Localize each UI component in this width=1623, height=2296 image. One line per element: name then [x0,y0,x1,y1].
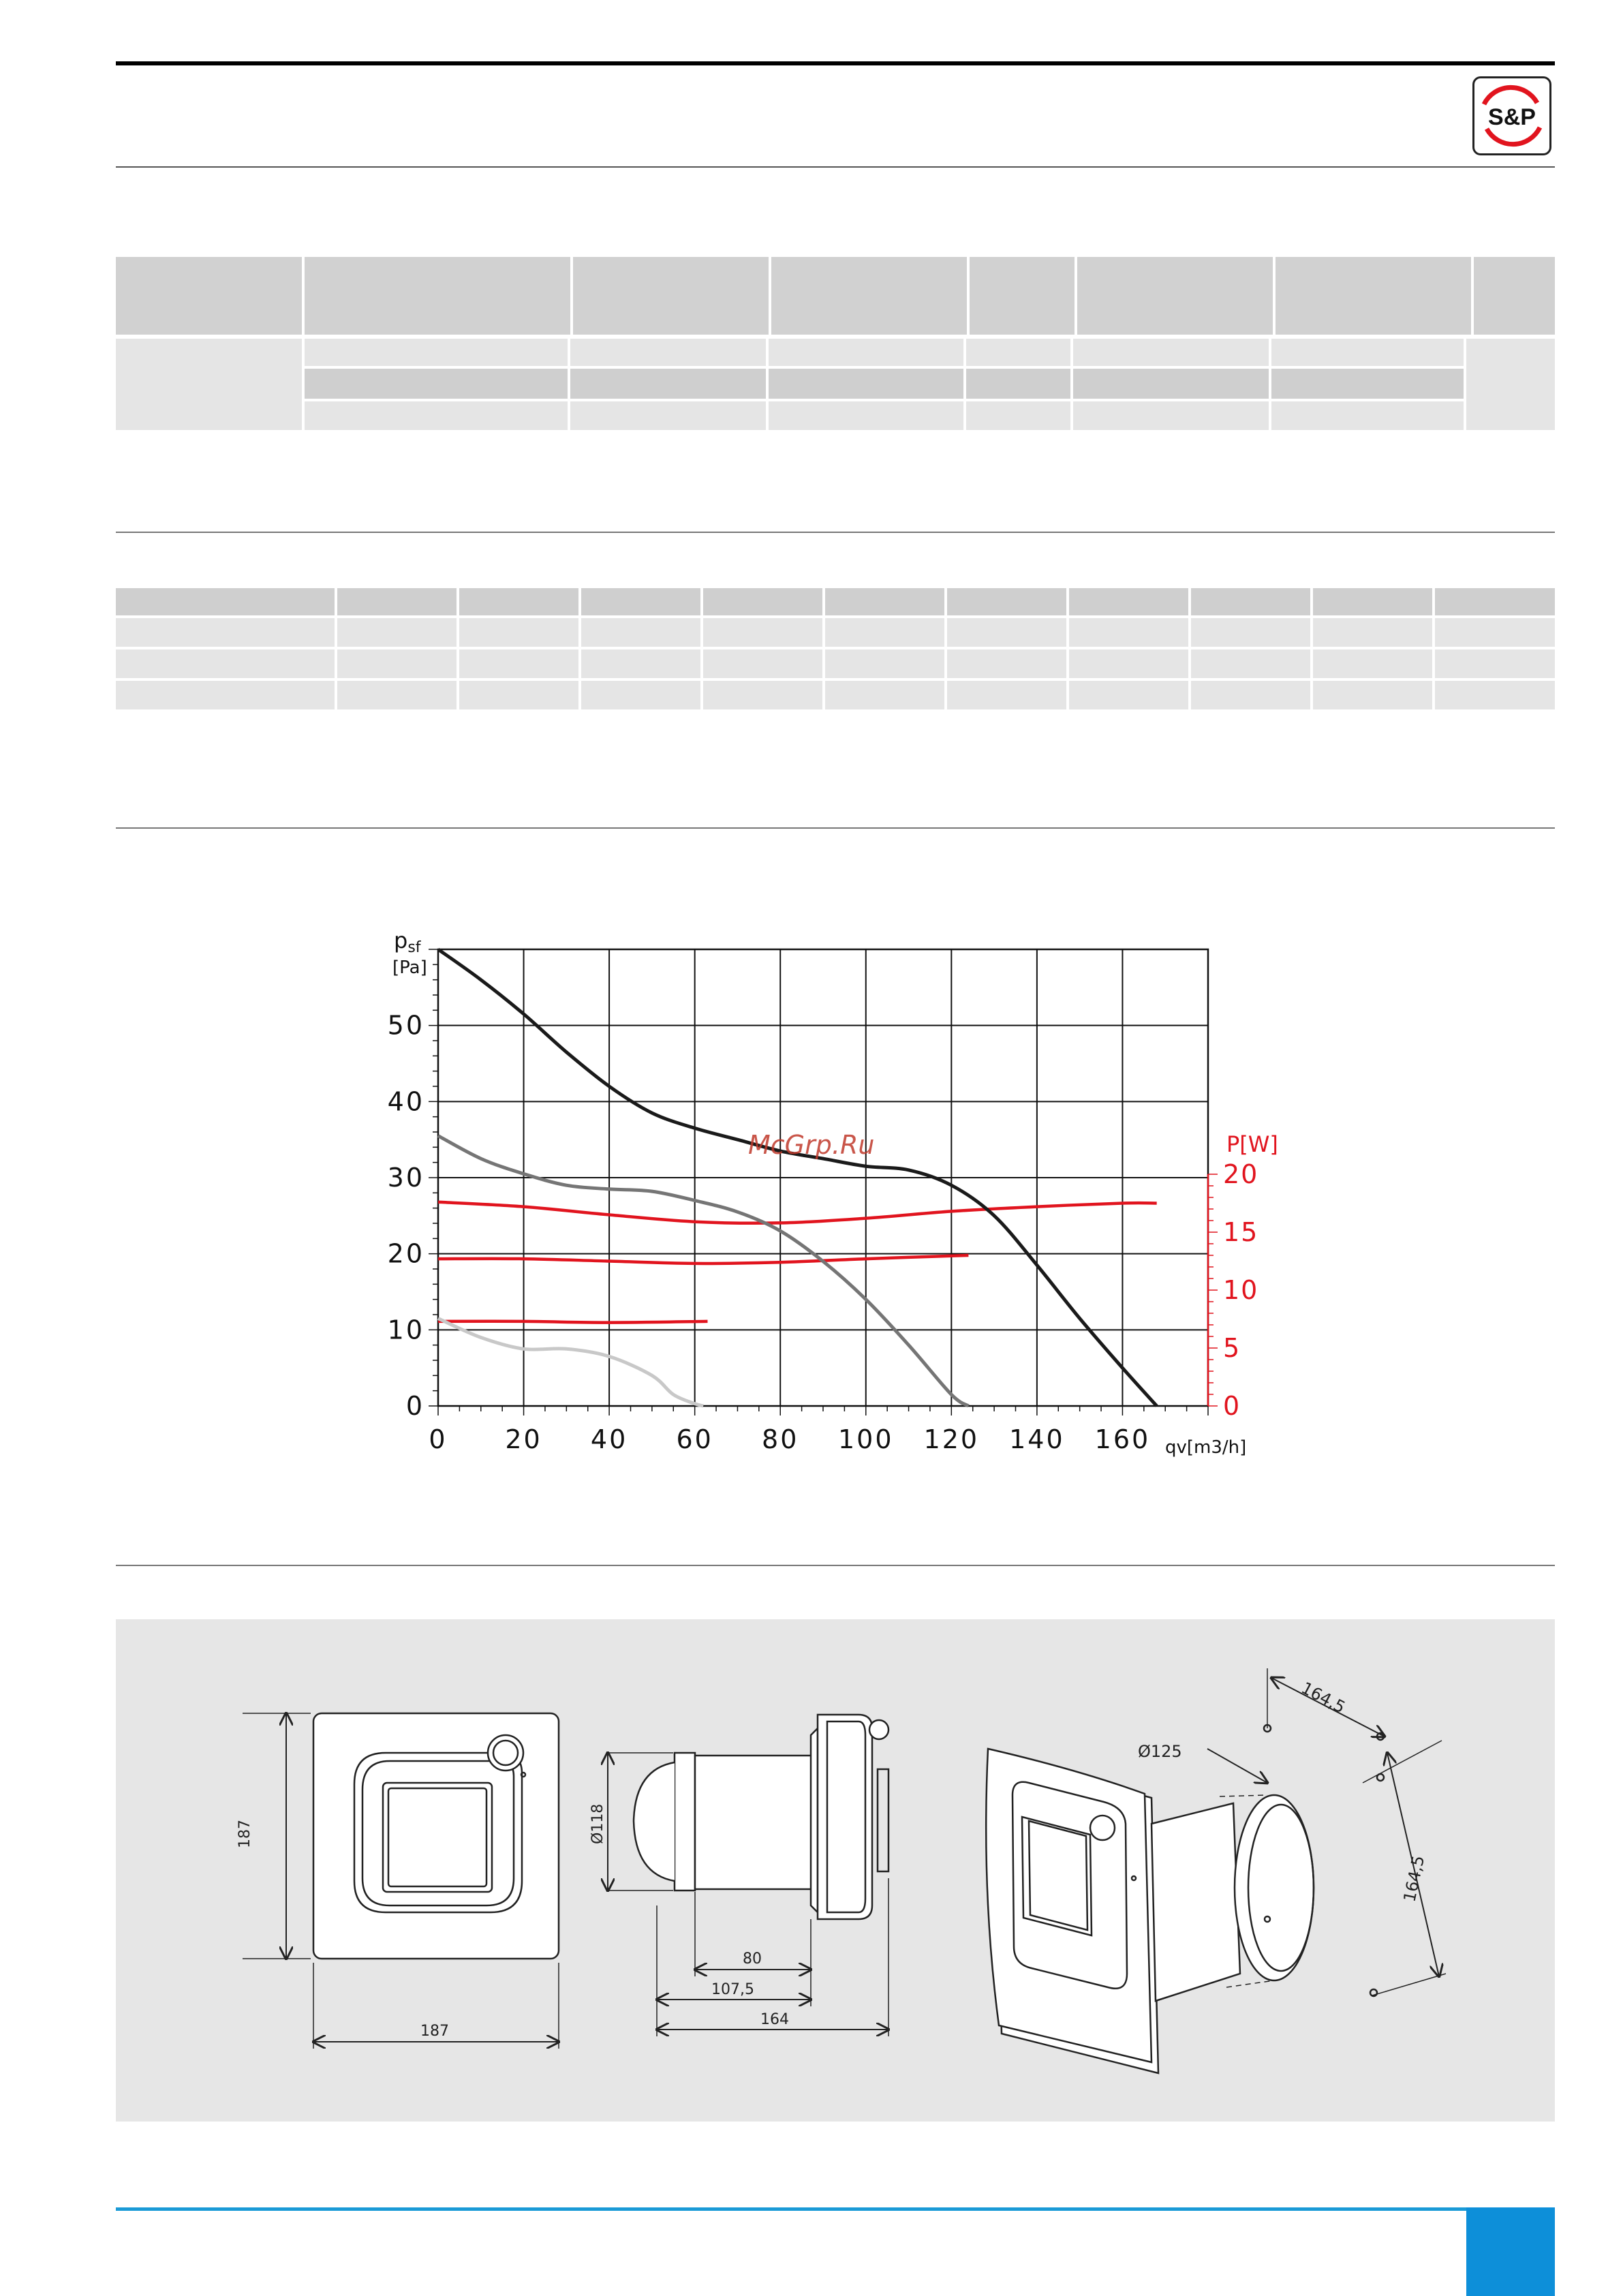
x-tick-label: 0 [429,1424,448,1454]
dimension-drawings-panel [116,1619,1555,2122]
iso-duct-diameter: Ø125 [1138,1742,1182,1761]
spec-header-cell [116,257,305,335]
header-bottom-rule [116,166,1555,168]
front-height-dimension: 187 [236,1820,253,1848]
spec-table-col-divider [568,339,570,430]
spec-table-col-divider [1464,339,1466,430]
chart-grid [438,949,1208,1406]
sound-table-col-divider [335,588,337,709]
brand-logo [1472,76,1551,155]
y2-tick-label: 20 [1223,1159,1259,1189]
sound-table [116,588,1555,709]
section-rule-2 [116,827,1555,829]
watermark: McGrp.Ru [748,1130,875,1160]
sound-table-col-divider [822,588,825,709]
y2-tick-label: 15 [1223,1217,1259,1247]
y-tick-label: 0 [405,1391,424,1421]
spec-table-col-divider [766,339,769,430]
plot-frame [438,949,1208,1406]
section-rule-3 [116,1565,1555,1566]
chart-ticks [388,949,1259,1454]
y-axis-unit-pa: [Pa] [392,958,427,978]
x-tick-label: 160 [1094,1424,1151,1454]
front-width-dimension: 187 [420,2023,449,2040]
power-low-curve [438,1321,708,1323]
spec-header-cell [1077,257,1276,335]
sound-table-col-divider [1188,588,1191,709]
sound-table-header [116,588,1555,615]
spec-header-cell [970,257,1077,335]
x-tick-label: 100 [838,1424,894,1454]
y-tick-label: 10 [387,1315,424,1345]
y2-axis-label: P[W] [1226,1131,1278,1157]
sound-table-col-divider [457,588,459,709]
spec-table-header [116,257,1555,335]
spec-table-col-divider [1070,339,1073,430]
spec-header-cell [1276,257,1474,335]
side-depth-80: 80 [743,1950,762,1968]
sound-table-col-divider [1432,588,1435,709]
power-medium-curve [438,1255,968,1264]
footer-page-tab [1466,2207,1555,2296]
brand-logo-text: S&P [1488,104,1536,130]
spec-header-cell [1474,257,1555,335]
front-view [243,1713,559,2049]
sound-table-col-divider [578,588,581,709]
chart-series [438,949,1157,1406]
pressure-medium-curve [438,1136,968,1406]
side-depth-107: 107,5 [711,1981,754,1998]
sound-table-col-divider [944,588,947,709]
iso-side-dimension: 164,5 [1400,1854,1429,1904]
spec-header-cell [573,257,771,335]
x-tick-label: 20 [505,1424,542,1454]
footer-rule [116,2207,1466,2211]
spec-table-row-shaded [302,369,1464,399]
spec-header-cell [305,257,573,335]
sound-table-row-line [116,647,1555,649]
y-tick-label: 30 [387,1163,424,1193]
y-tick-label: 20 [387,1238,424,1269]
sound-table-col-divider [700,588,703,709]
spec-table-row-line [302,399,1464,401]
sound-table-row-line [116,615,1555,618]
dimension-drawings [116,1619,1555,2122]
isometric-view [986,1668,1446,2073]
side-duct-diameter: Ø118 [589,1803,606,1844]
y-axis-label-psf: psf [394,928,421,956]
y-tick-label: 50 [387,1010,424,1041]
x-tick-label: 40 [590,1424,628,1454]
spec-table-col-divider [1269,339,1271,430]
power-high-curve [438,1202,1157,1223]
spec-header-cell [771,257,970,335]
iso-top-dimension: 164,5 [1298,1678,1349,1717]
y2-tick-label: 5 [1223,1333,1241,1363]
y2-tick-label: 0 [1223,1391,1241,1421]
y-tick-label: 40 [387,1086,424,1117]
x-axis-label: qv[m3/h] [1165,1437,1247,1458]
pressure-low-curve [438,1319,703,1406]
sound-table-col-divider [1310,588,1313,709]
x-tick-label: 140 [1009,1424,1065,1454]
spec-table-col-divider [963,339,966,430]
x-tick-label: 120 [923,1424,980,1454]
spec-table [116,257,1555,335]
header-top-rule [116,61,1555,65]
side-depth-164: 164 [760,2011,789,2028]
sound-table-row-line [116,678,1555,681]
x-tick-label: 80 [762,1424,799,1454]
section-rule-1 [116,532,1555,533]
pressure-high-curve [438,949,1157,1406]
y2-tick-label: 10 [1223,1275,1259,1305]
spec-table-col-divider [302,339,305,430]
sound-table-col-divider [1066,588,1069,709]
x-tick-label: 60 [676,1424,713,1454]
